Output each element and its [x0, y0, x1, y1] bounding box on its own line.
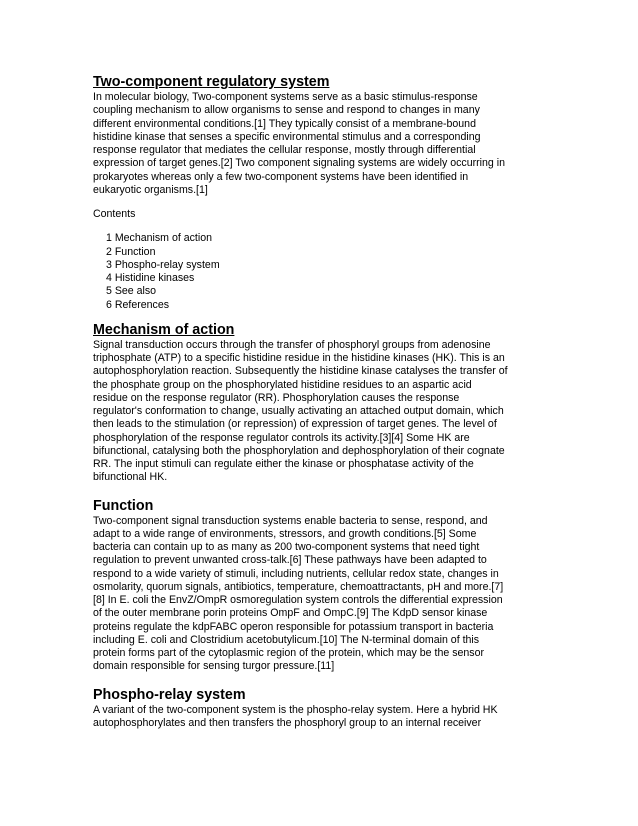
- text-line: Two-component signal transduction systems enable bacteria to sense, respond, and: [93, 514, 488, 527]
- text-line: coupling mechanism to allow organisms to sense and respond to changes in many: [93, 104, 480, 117]
- toc-item[interactable]: 4 Histidine kinases: [106, 272, 195, 284]
- table-of-contents: [106, 232, 553, 312]
- text-line: residue on the response regulator (RR). Phosphorylation causes the response: [93, 391, 460, 404]
- text-line: triphosphate (ATP) to a specific histidine residue in the histidine kinases (HK). This is an: [93, 352, 505, 364]
- text-line: respond to a wide variety of stimuli, including nutrients, cellular redox state, changes in: [93, 567, 499, 580]
- text-line: eukaryotic organisms.[1]: [93, 183, 208, 196]
- text-line: bacteria can contain up to as many as 200 two-component systems that need tight: [93, 541, 480, 553]
- section-paragraph-mechanism: [93, 339, 553, 485]
- text-line: the phosphate group on the phosphorylated histidine residues to an aspartic acid: [93, 378, 472, 391]
- text-line: histidine kinase that senses a specific environmental stimulus and a corresponding: [93, 130, 481, 143]
- text-line: [8] In E. coli the EnvZ/OmpR osmoregulation system controls the differential expression: [93, 594, 503, 606]
- text-line: RR. The input stimuli can regulate either the kinase or phosphatase activity of the: [93, 458, 474, 470]
- text-line: bifunctional, catalysing both the phosphorylation and dephosphorylation of their cognate: [93, 444, 505, 457]
- text-line: domain responsible for sensing turgor pressure.[11]: [93, 660, 335, 673]
- text-line: A variant of the two-component system is the phospho-relay system. Here a hybrid HK: [93, 703, 498, 716]
- text-line: osmolarity, quorum signals, antibiotics, temperature, chemoattractants, pH and more.[7]: [93, 580, 504, 593]
- section-paragraph-phospho-relay: [93, 704, 553, 731]
- text-line: regulator's conformation to change, usually activating an attached output domain, which: [93, 405, 504, 417]
- text-line: then leads to the stimulation (or repression) of expression of target genes. The level of: [93, 418, 497, 431]
- document-page: [93, 74, 553, 730]
- text-line: protein forms part of the cytoplasmic region of the protein, which may be the sensor: [93, 647, 484, 659]
- text-line: phosphorylation of the response regulator controls its activity.[3][4] Some HK are: [93, 431, 470, 444]
- text-line: response regulator that mediates the cellular response, mostly through differential: [93, 144, 476, 156]
- text-line: In molecular biology, Two-component systems serve as a basic stimulus-response: [93, 91, 478, 103]
- toc-item[interactable]: 1 Mechanism of action: [106, 232, 212, 245]
- toc-item[interactable]: 3 Phospho-relay system: [106, 258, 220, 271]
- text-line: of the outer membrane porin proteins OmpF and OmpC.[9] The KdpD sensor kinase: [93, 607, 488, 620]
- text-line: proteins regulate the kdpFABC operon responsible for potassium transport in bacteria: [93, 620, 494, 633]
- text-line: regulation to prevent unwanted cross-talk.[6] These pathways have been adapted to: [93, 554, 487, 567]
- intro-paragraph: [93, 91, 553, 197]
- text-line: Signal transduction occurs through the transfer of phosphoryl groups from adenosine: [93, 338, 491, 351]
- text-line: autophosphorylates and then transfers the phosphoryl group to an internal receiver: [93, 716, 482, 729]
- section-heading-phospho-relay: Phospho-relay system: [93, 686, 246, 703]
- text-line: including E. coli and Clostridium acetobutylicum.[10] The N-terminal domain of this: [93, 633, 480, 646]
- text-line: bifunctional HK.: [93, 471, 168, 484]
- section-heading-mechanism: Mechanism of action: [93, 321, 235, 338]
- text-line: adapt to a wide range of environments, stressors, and growth conditions.[5] Some: [93, 527, 477, 540]
- toc-item[interactable]: 2 Function: [106, 245, 156, 258]
- toc-item[interactable]: 5 See also: [106, 285, 157, 298]
- text-line: different environmental conditions.[1] They typically consist of a membrane-bound: [93, 117, 476, 130]
- text-line: prokaryotes whereas only a few two-component systems have been identified in: [93, 170, 469, 183]
- section-heading-function: Function: [93, 497, 154, 514]
- contents-label: Contents: [93, 208, 136, 220]
- toc-item[interactable]: 6 References: [106, 298, 170, 311]
- text-line: autophosphorylation reaction. Subsequently the histidine kinase catalyses the transfer of: [93, 365, 508, 378]
- text-line: expression of target genes.[2] Two component signaling systems are widely occurring in: [93, 157, 505, 170]
- document-title: Two-component regulatory system: [93, 74, 330, 90]
- section-paragraph-function: [93, 515, 553, 674]
